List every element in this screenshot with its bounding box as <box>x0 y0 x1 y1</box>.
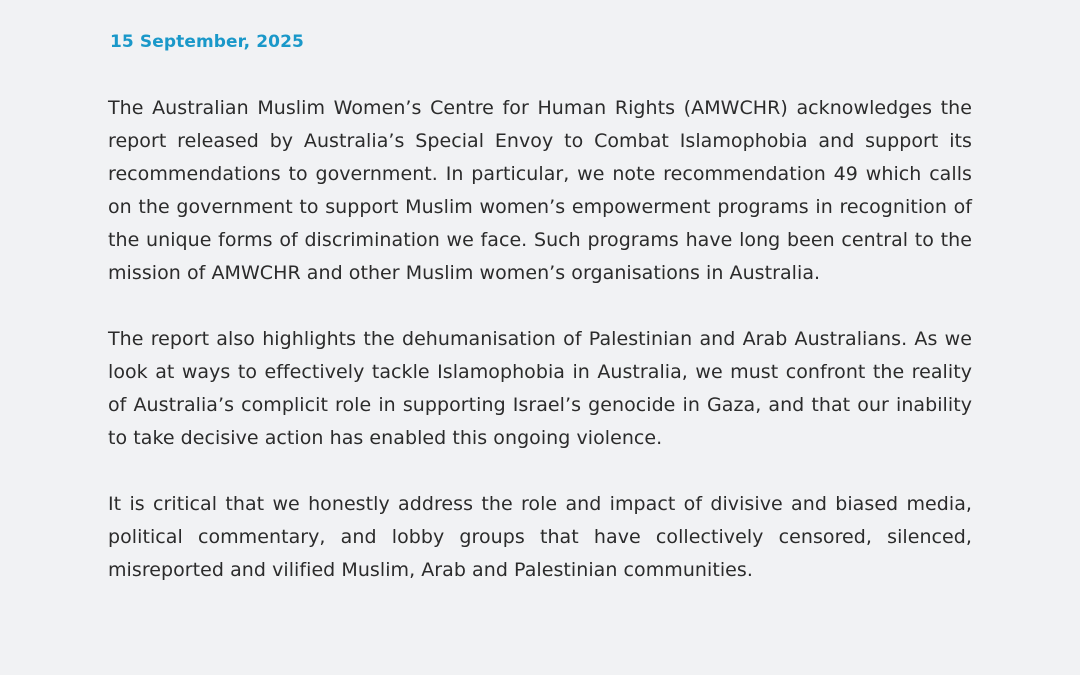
article-paragraph: The report also highlights the dehumanisation of Palestinian and Arab Australians. As we look at ways to effectively tackle Islamophobia in Australia, we must confront the reality of Australia’s complicit role in supporting Israel’s genocide in Gaza, and that our inability to take decisive action has enabled this ongoing violence. <box>108 328 972 449</box>
article-paragraph: The Australian Muslim Women’s Centre for Human Rights (AMWCHR) acknowledges the report released by Australia’s Special Envoy to Combat Islamophobia and support its recommendations to government. In particular, we note recommendation 49 which calls on the government to support Muslim women’s empowerment programs in recognition of the unique forms of discrimination we face. Such programs have long been central to the mission of AMWCHR and other Muslim women’s organisations in Australia. <box>108 97 972 284</box>
article-body <box>108 92 972 620</box>
publish-date: 15 September, 2025 <box>110 32 304 52</box>
article-paragraph: It is critical that we honestly address the role and impact of divisive and biased media, political commentary, and lobby groups that have collectively censored, silenced, misreported and vilified Muslim, Arab and Palestinian communities. <box>108 493 972 581</box>
